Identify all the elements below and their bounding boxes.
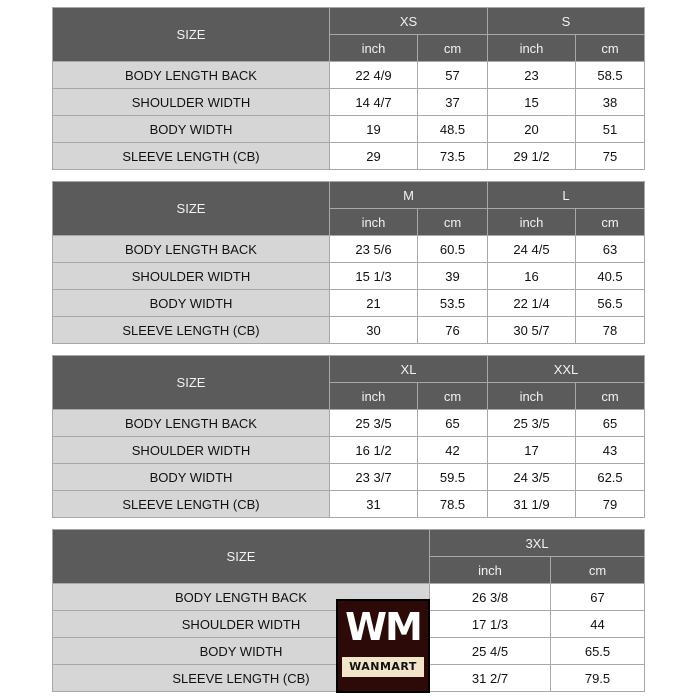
- unit-inch: inch: [330, 383, 418, 410]
- unit-inch: inch: [330, 209, 418, 236]
- value-cell: 57: [418, 62, 488, 89]
- row-label-shoulder-width: SHOULDER WIDTH: [53, 611, 430, 638]
- size-table-m-l: [52, 181, 645, 344]
- size-name-s: S: [488, 8, 645, 35]
- table-row: [53, 89, 645, 116]
- row-label-sleeve-length: SLEEVE LENGTH (CB): [53, 317, 330, 344]
- value-cell: 30 5/7: [488, 317, 576, 344]
- value-cell: 23 5/6: [330, 236, 418, 263]
- table-row: [53, 491, 645, 518]
- value-cell: 22 4/9: [330, 62, 418, 89]
- table-row: [53, 464, 645, 491]
- table-row: [53, 236, 645, 263]
- value-cell: 24 3/5: [488, 464, 576, 491]
- row-label-body-length-back: BODY LENGTH BACK: [53, 584, 430, 611]
- value-cell: 60.5: [418, 236, 488, 263]
- table-row: [53, 290, 645, 317]
- row-label-body-length-back: BODY LENGTH BACK: [53, 236, 330, 263]
- value-cell: 31 1/9: [488, 491, 576, 518]
- value-cell: 31: [330, 491, 418, 518]
- value-cell: 20: [488, 116, 576, 143]
- unit-inch: inch: [330, 35, 418, 62]
- wanmart-logo: [336, 599, 430, 693]
- table-row: [53, 62, 645, 89]
- size-header: SIZE: [53, 356, 330, 410]
- value-cell: 65: [576, 410, 645, 437]
- value-cell: 40.5: [576, 263, 645, 290]
- size-table-xs-s: [52, 7, 645, 170]
- value-cell: 56.5: [576, 290, 645, 317]
- logo-monogram: WM: [345, 605, 421, 649]
- unit-cm: cm: [418, 383, 488, 410]
- value-cell: 21: [330, 290, 418, 317]
- unit-cm: cm: [551, 557, 645, 584]
- value-cell: 43: [576, 437, 645, 464]
- unit-cm: cm: [418, 209, 488, 236]
- value-cell: 48.5: [418, 116, 488, 143]
- value-cell: 19: [330, 116, 418, 143]
- unit-inch: inch: [488, 35, 576, 62]
- row-label-shoulder-width: SHOULDER WIDTH: [53, 89, 330, 116]
- value-cell: 16: [488, 263, 576, 290]
- value-cell: 29 1/2: [488, 143, 576, 170]
- size-name-xs: XS: [330, 8, 488, 35]
- value-cell: 63: [576, 236, 645, 263]
- value-cell: 39: [418, 263, 488, 290]
- row-label-sleeve-length: SLEEVE LENGTH (CB): [53, 491, 330, 518]
- value-cell: 67: [551, 584, 645, 611]
- value-cell: 42: [418, 437, 488, 464]
- size-name-xl: XL: [330, 356, 488, 383]
- size-name-3xl: 3XL: [430, 530, 645, 557]
- value-cell: 17 1/3: [430, 611, 551, 638]
- value-cell: 14 4/7: [330, 89, 418, 116]
- row-label-body-length-back: BODY LENGTH BACK: [53, 62, 330, 89]
- value-cell: 65: [418, 410, 488, 437]
- value-cell: 65.5: [551, 638, 645, 665]
- unit-cm: cm: [576, 35, 645, 62]
- unit-inch: inch: [488, 383, 576, 410]
- row-label-body-width: BODY WIDTH: [53, 638, 430, 665]
- value-cell: 25 4/5: [430, 638, 551, 665]
- value-cell: 15 1/3: [330, 263, 418, 290]
- value-cell: 37: [418, 89, 488, 116]
- value-cell: 59.5: [418, 464, 488, 491]
- value-cell: 29: [330, 143, 418, 170]
- value-cell: 22 1/4: [488, 290, 576, 317]
- table-row: [53, 410, 645, 437]
- table-row: [53, 317, 645, 344]
- size-name-xxl: XXL: [488, 356, 645, 383]
- row-label-sleeve-length: SLEEVE LENGTH (CB): [53, 143, 330, 170]
- row-label-shoulder-width: SHOULDER WIDTH: [53, 263, 330, 290]
- size-header: SIZE: [53, 8, 330, 62]
- row-label-body-width: BODY WIDTH: [53, 290, 330, 317]
- unit-cm: cm: [576, 383, 645, 410]
- row-label-sleeve-length: SLEEVE LENGTH (CB): [53, 665, 430, 692]
- value-cell: 23: [488, 62, 576, 89]
- size-table-xl-xxl: [52, 355, 645, 518]
- unit-cm: cm: [576, 209, 645, 236]
- unit-inch: inch: [488, 209, 576, 236]
- table-row: [53, 263, 645, 290]
- value-cell: 23 3/7: [330, 464, 418, 491]
- value-cell: 30: [330, 317, 418, 344]
- value-cell: 79.5: [551, 665, 645, 692]
- logo-brand-name: WANMART: [342, 657, 424, 677]
- value-cell: 25 3/5: [488, 410, 576, 437]
- table-row: [53, 116, 645, 143]
- value-cell: 17: [488, 437, 576, 464]
- value-cell: 79: [576, 491, 645, 518]
- size-name-m: M: [330, 182, 488, 209]
- size-header: SIZE: [53, 182, 330, 236]
- value-cell: 78.5: [418, 491, 488, 518]
- unit-cm: cm: [418, 35, 488, 62]
- row-label-body-width: BODY WIDTH: [53, 116, 330, 143]
- value-cell: 31 2/7: [430, 665, 551, 692]
- size-header: SIZE: [53, 530, 430, 584]
- value-cell: 25 3/5: [330, 410, 418, 437]
- row-label-shoulder-width: SHOULDER WIDTH: [53, 437, 330, 464]
- value-cell: 26 3/8: [430, 584, 551, 611]
- row-label-body-width: BODY WIDTH: [53, 464, 330, 491]
- table-row: [53, 143, 645, 170]
- value-cell: 53.5: [418, 290, 488, 317]
- value-cell: 73.5: [418, 143, 488, 170]
- value-cell: 58.5: [576, 62, 645, 89]
- value-cell: 51: [576, 116, 645, 143]
- value-cell: 16 1/2: [330, 437, 418, 464]
- value-cell: 38: [576, 89, 645, 116]
- table-row: [53, 437, 645, 464]
- value-cell: 78: [576, 317, 645, 344]
- unit-inch: inch: [430, 557, 551, 584]
- value-cell: 75: [576, 143, 645, 170]
- size-name-l: L: [488, 182, 645, 209]
- value-cell: 15: [488, 89, 576, 116]
- value-cell: 44: [551, 611, 645, 638]
- value-cell: 76: [418, 317, 488, 344]
- row-label-body-length-back: BODY LENGTH BACK: [53, 410, 330, 437]
- value-cell: 62.5: [576, 464, 645, 491]
- value-cell: 24 4/5: [488, 236, 576, 263]
